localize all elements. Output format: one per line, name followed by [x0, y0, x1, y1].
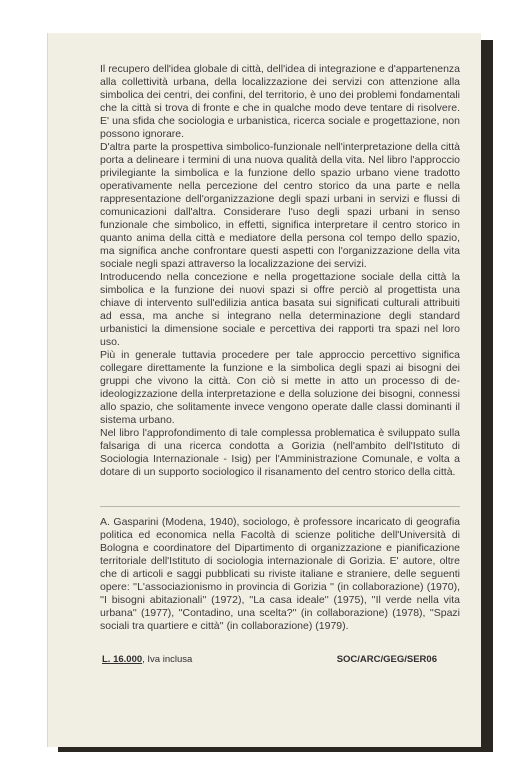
- price-note: , Iva inclusa: [142, 654, 193, 665]
- description-paragraph: Più in generale tuttavia procedere per tale approccio percettivo significa collegare direttamente la funzione e la simbolica degli spazi ai bisogni dei gruppi che vivono la città. Con ciò si mette in atto un processo di de-ideologizzazione della interpretazione e della soluzione dei bisogni, connessi allo spazio, che solitamente invece vengono operate dalle classi dominanti il sistema urbano.: [100, 349, 460, 426]
- back-cover: [47, 33, 481, 747]
- price-label: [102, 654, 192, 665]
- description-text: [100, 63, 460, 479]
- catalog-code: SOC/ARC/GEG/SER06: [336, 654, 437, 665]
- price-amount: L. 16.000: [102, 654, 143, 665]
- author-bio: A. Gasparini (Modena, 1940), sociologo, è professore incaricato di geografia politica ed economica nella Facoltà di scienze politiche dell'Università di Bologna e coordinatore del Dipartimento di organizzazione e pianificazione territoriale dell'Istituto di sociologia internazionale di Gorizia. E' autore, oltre che di articoli e saggi pubblicati su riviste italiane e straniere, delle seguenti opere: ''L'associazionismo in provincia di Gorizia '' (in collaborazione) (1970), ''I bisogni abitazionali'' (1972), ''La casa ideale'' (1975), ''Il verde nella vita urbana'' (1977), ''Contadino, una scelta?'' (in collaborazione) (1978), ''Spazi sociali tra quartiere e città'' (in collaborazione) (1979).: [100, 516, 460, 632]
- description-paragraph: Il recupero dell'idea globale di città, dell'idea di integrazione e d'appartenenza alla collettività urbana, della localizzazione dei servizi con attenzione alla simbolica dei centri, dei confini, del territorio, è uno dei problemi fondamentali che la città si trova di fronte e che in qualche modo deve tentare di risolvere. E' una sfida che sociologia e urbanistica, ricerca sociale e progettazione, non possono ignorare.: [100, 63, 460, 140]
- description-paragraph: Introducendo nella concezione e nella progettazione sociale della città la simbolica e la funzione dei nuovi spazi si offre perciò al progettista una chiave di intervento sull'edilizia antica basata sui significati culturali attribuiti ad essa, ma anche si integrano nella determinazione degli standard urbanistici la dimensione sociale e percettiva dei rapporti tra spazi nel loro uso.: [100, 271, 460, 348]
- description-paragraph: Nel libro l'approfondimento di tale complessa problematica è sviluppato sulla falsariga di una ricerca condotta a Gorizia (nell'ambito dell'Istituto di Sociologia Internazionale - Isig) per l'Amministrazione Comunale, e volta a dotare di un supporto sociologico il risanamento del centro storico della città.: [100, 427, 460, 478]
- description-paragraph: D'altra parte la prospettiva simbolico-funzionale nell'interpretazione della città porta a delineare i termini di una nuova qualità della vita. Nel libro l'approccio privilegiante la simbolica e la funzione dello spazio urbano viene tradotto operativamente nella percezione del centro storico da una parte e nella rappresentazione dell'organizzazione degli spazi urbani in servizi e flussi di comunicazioni dall'altra. Considerare l'uso degli spazi urbani in senso funzionale che simbolico, in effetti, significa interpretare il centro storico in quanto anima della città e mediatore della persona col tempo dello spazio, ma significa anche confrontare questi aspetti con l'organizzazione della vita sociale negli spazi attraverso la localizzazione dei servizi.: [100, 141, 460, 270]
- divider: [100, 506, 460, 507]
